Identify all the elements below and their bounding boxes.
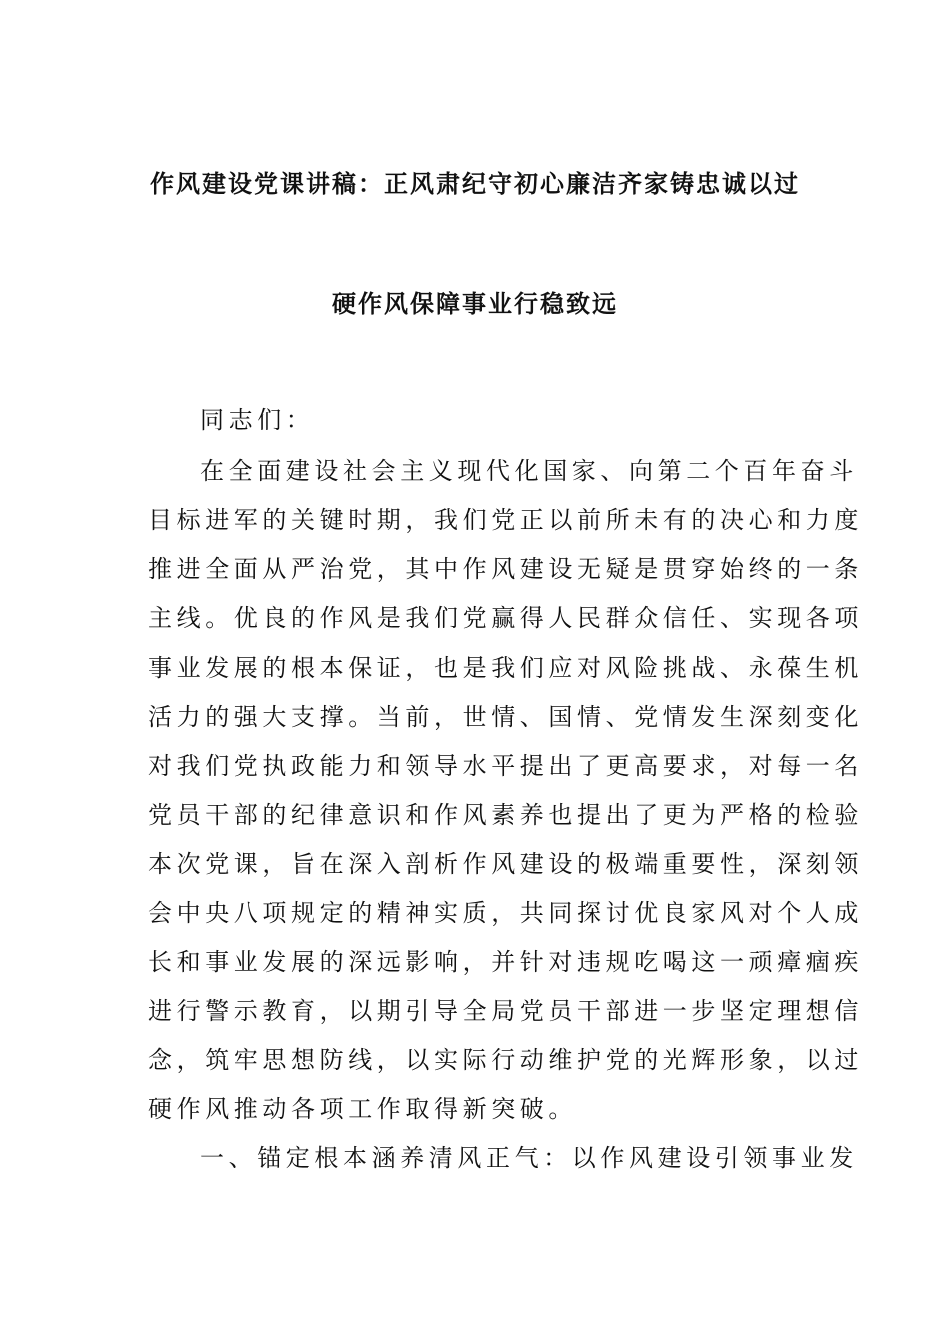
body-line: 对我们党执政能力和领导水平提出了更高要求，对每一名 bbox=[148, 752, 863, 780]
body-line: 主线。优良的作风是我们党赢得人民群众信任、实现各项 bbox=[148, 604, 863, 632]
document-title-line-1: 作风建设党课讲稿：正风肃纪守初心廉洁齐家铸忠诚以过 bbox=[150, 170, 800, 198]
body-line: 会中央八项规定的精神实质，共同探讨优良家风对个人成 bbox=[148, 899, 863, 927]
body-line: 硬作风推动各项工作取得新突破。 bbox=[148, 1095, 577, 1123]
body-line: 目标进军的关键时期，我们党正以前所未有的决心和力度 bbox=[148, 506, 863, 534]
body-line: 进行警示教育，以期引导全局党员干部进一步坚定理想信 bbox=[148, 997, 863, 1025]
body-line: 长和事业发展的深远影响，并针对违规吃喝这一顽瘴痼疾 bbox=[148, 948, 863, 976]
body-line: 事业发展的根本保证，也是我们应对风险挑战、永葆生机 bbox=[148, 654, 863, 682]
body-line: 推进全面从严治党，其中作风建设无疑是贯穿始终的一条 bbox=[148, 555, 863, 583]
body-line: 本次党课，旨在深入剖析作风建设的极端重要性，深刻领 bbox=[148, 850, 863, 878]
document-title-line-2: 硬作风保障事业行稳致远 bbox=[332, 290, 618, 318]
salutation: 同志们： bbox=[200, 406, 315, 434]
body-line: 活力的强大支撑。当前，世情、国情、党情发生深刻变化 bbox=[148, 703, 863, 731]
body-line: 党员干部的纪律意识和作风素养也提出了更为严格的检验 bbox=[148, 801, 863, 829]
body-line: 念，筑牢思想防线，以实际行动维护党的光辉形象，以过 bbox=[148, 1046, 863, 1074]
section-heading: 一、锚定根本涵养清风正气：以作风建设引领事业发 bbox=[200, 1144, 858, 1172]
body-line: 在全面建设社会主义现代化国家、向第二个百年奋斗 bbox=[200, 457, 858, 485]
